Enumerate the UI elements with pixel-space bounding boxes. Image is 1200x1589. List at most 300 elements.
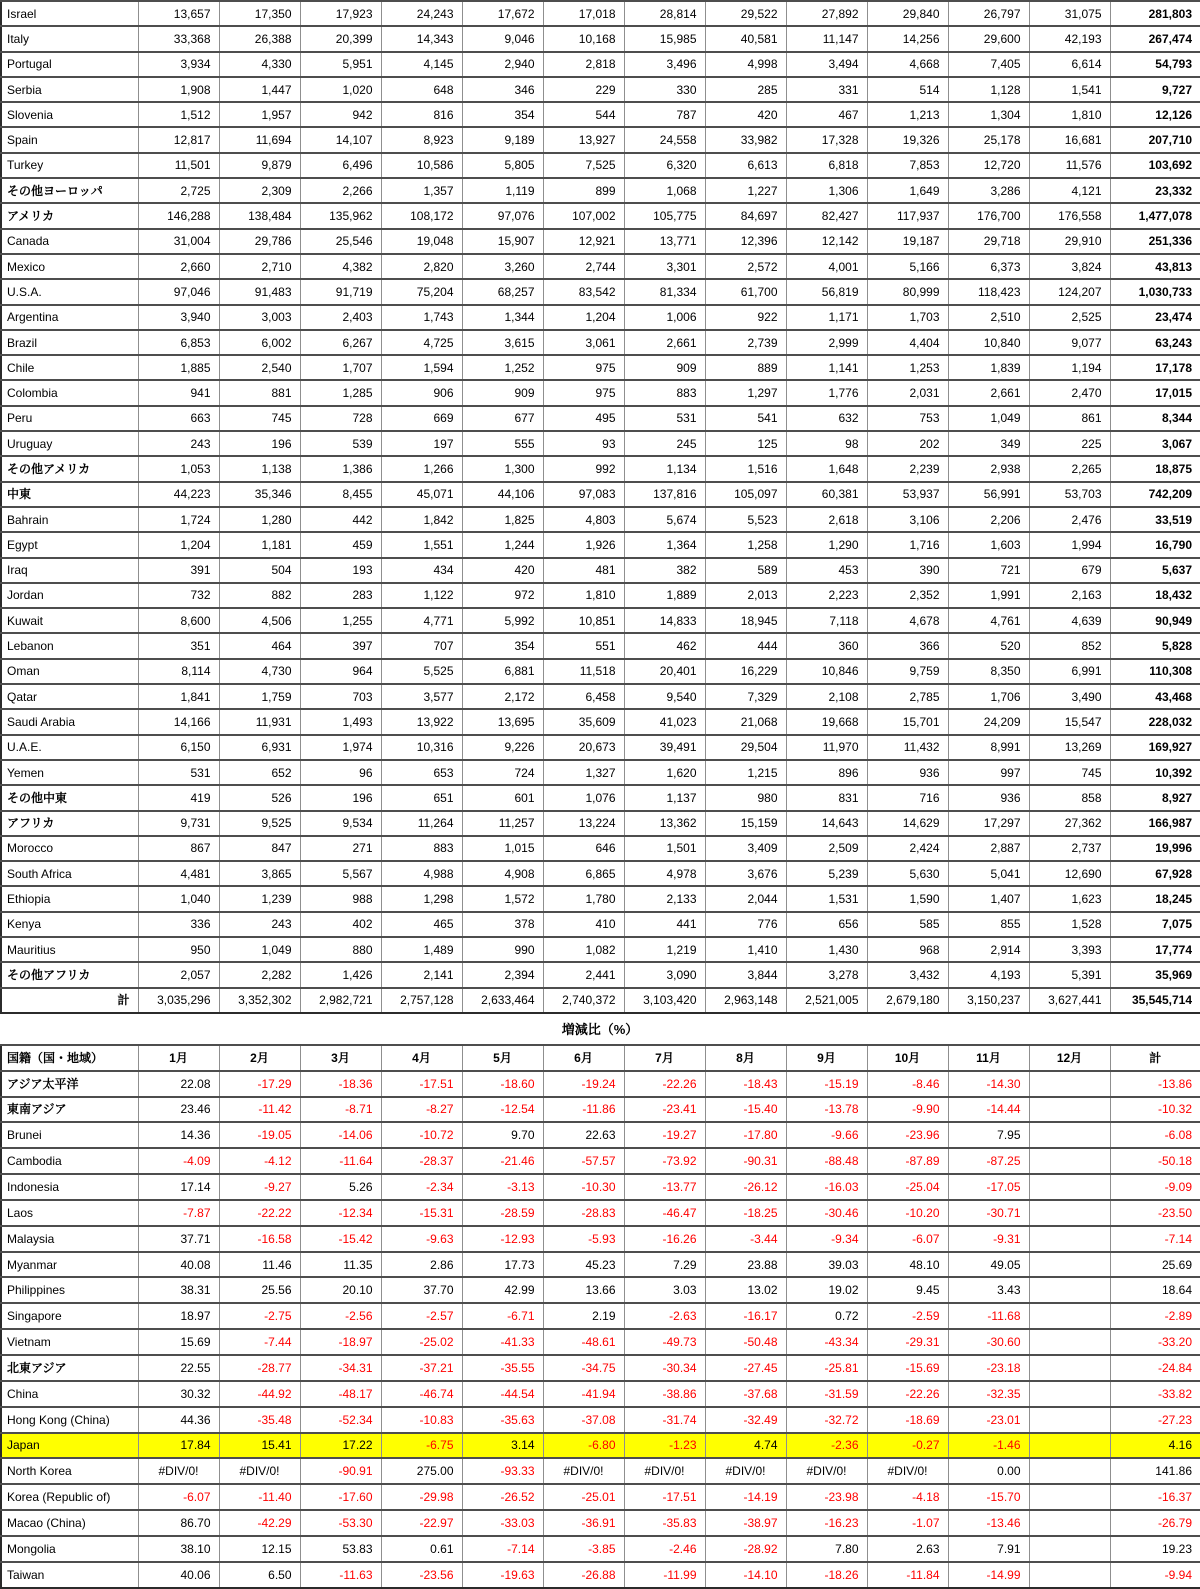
table-cell: 29,600 [948, 26, 1029, 51]
table-cell: 378 [462, 912, 543, 937]
table-cell: -18.69 [867, 1407, 948, 1433]
table-cell [1029, 1200, 1110, 1226]
table-cell: 63,243 [1110, 330, 1200, 355]
table-cell: 541 [705, 406, 786, 431]
table-row [1, 279, 1200, 304]
table-cell: -32.49 [705, 1407, 786, 1433]
table-cell: 243 [219, 912, 300, 937]
table-cell: 4,803 [543, 507, 624, 532]
table-cell: 2,818 [543, 52, 624, 77]
table-cell: -6.07 [867, 1226, 948, 1252]
table-cell: 15,547 [1029, 709, 1110, 734]
table-cell: 882 [219, 583, 300, 608]
column-header: 10月 [867, 1045, 948, 1071]
table-cell: 745 [219, 406, 300, 431]
row-label: Spain [1, 127, 138, 152]
table-cell: 68,257 [462, 279, 543, 304]
table-cell: 5,166 [867, 254, 948, 279]
row-label: その他アメリカ [1, 456, 138, 481]
table-cell: 656 [786, 912, 867, 937]
table-cell: 15,907 [462, 229, 543, 254]
row-label: Kenya [1, 912, 138, 937]
table-cell: 2,785 [867, 684, 948, 709]
table-cell: 1,590 [867, 886, 948, 911]
table-row [1, 988, 1200, 1013]
table-cell: 7,329 [705, 684, 786, 709]
table-cell: -2.34 [381, 1174, 462, 1200]
table-row [1, 1355, 1200, 1381]
table-cell: -3.44 [705, 1226, 786, 1252]
change-rate-header [1, 1045, 1200, 1071]
table-cell: -25.02 [381, 1329, 462, 1355]
table-cell: 105,097 [705, 482, 786, 507]
table-cell: 753 [867, 406, 948, 431]
table-cell: 968 [867, 937, 948, 962]
row-label: Korea (Republic of) [1, 1484, 138, 1510]
table-cell: -90.91 [300, 1458, 381, 1484]
table-cell: -26.79 [1110, 1510, 1200, 1536]
table-cell: 1,253 [867, 355, 948, 380]
table-cell: 9,525 [219, 811, 300, 836]
table-cell: -21.46 [462, 1148, 543, 1174]
table-cell: -30.71 [948, 1200, 1029, 1226]
table-cell: 336 [138, 912, 219, 937]
table-row [1, 760, 1200, 785]
table-cell: 551 [543, 633, 624, 658]
table-cell: 1,300 [462, 456, 543, 481]
table-cell: -43.34 [786, 1329, 867, 1355]
row-label: Uruguay [1, 431, 138, 456]
table-cell: 1,885 [138, 355, 219, 380]
table-cell: 285 [705, 77, 786, 102]
table-cell: 97,046 [138, 279, 219, 304]
table-cell: 45.23 [543, 1252, 624, 1278]
table-cell: 1,219 [624, 937, 705, 962]
table-cell: 1,512 [138, 102, 219, 127]
table-cell: 1,477,078 [1110, 203, 1200, 228]
table-cell: 330 [624, 77, 705, 102]
table-cell: 91,719 [300, 279, 381, 304]
table-row [1, 305, 1200, 330]
table-cell: 33,368 [138, 26, 219, 51]
table-cell: -29.31 [867, 1329, 948, 1355]
table-cell: 975 [543, 355, 624, 380]
table-cell: 243 [138, 431, 219, 456]
table-cell: 283 [300, 583, 381, 608]
table-cell: -26.52 [462, 1484, 543, 1510]
table-cell: -53.30 [300, 1510, 381, 1536]
table-cell: 11,970 [786, 735, 867, 760]
table-cell: 1,551 [381, 532, 462, 557]
table-cell: 2,914 [948, 937, 1029, 962]
column-header: 8月 [705, 1045, 786, 1071]
row-label: アジア太平洋 [1, 1071, 138, 1097]
table-cell: 29,840 [867, 1, 948, 26]
table-cell: 6,267 [300, 330, 381, 355]
table-cell: 23,332 [1110, 178, 1200, 203]
table-cell: 2,820 [381, 254, 462, 279]
row-label: Laos [1, 1200, 138, 1226]
table-row [1, 1226, 1200, 1252]
table-cell: 351 [138, 633, 219, 658]
header-row [1, 1045, 1200, 1071]
row-label: Argentina [1, 305, 138, 330]
table-cell: 13,269 [1029, 735, 1110, 760]
table-cell: -18.25 [705, 1200, 786, 1226]
column-header: 国籍（国・地域） [1, 1045, 138, 1071]
table-cell: -7.87 [138, 1200, 219, 1226]
table-cell: 75,204 [381, 279, 462, 304]
table-cell: -4.09 [138, 1148, 219, 1174]
table-cell: 3.43 [948, 1277, 1029, 1303]
table-cell: -46.47 [624, 1200, 705, 1226]
table-cell: 906 [381, 380, 462, 405]
table-cell: 1,410 [705, 937, 786, 962]
row-label: Canada [1, 229, 138, 254]
table-cell [1029, 1303, 1110, 1329]
table-row [1, 532, 1200, 557]
table-cell: 23.88 [705, 1252, 786, 1278]
table-cell: 366 [867, 633, 948, 658]
table-cell: 941 [138, 380, 219, 405]
table-cell: -13.86 [1110, 1071, 1200, 1097]
table-cell: 14,166 [138, 709, 219, 734]
table-cell: 29,718 [948, 229, 1029, 254]
table-cell: 1,407 [948, 886, 1029, 911]
table-cell: 16,681 [1029, 127, 1110, 152]
table-cell: 19,187 [867, 229, 948, 254]
table-cell: -10.72 [381, 1122, 462, 1148]
table-cell: #DIV/0! [867, 1458, 948, 1484]
table-cell: 193 [300, 558, 381, 583]
table-cell: 646 [543, 836, 624, 861]
table-cell: 22.55 [138, 1355, 219, 1381]
table-cell: 2,403 [300, 305, 381, 330]
table-cell: 9,727 [1110, 77, 1200, 102]
table-cell: -15.42 [300, 1226, 381, 1252]
table-cell: 2,940 [462, 52, 543, 77]
table-cell: 90,949 [1110, 608, 1200, 633]
table-cell: -26.88 [543, 1562, 624, 1588]
table-cell: 3,940 [138, 305, 219, 330]
table-cell: 13,224 [543, 811, 624, 836]
table-cell: 5,041 [948, 861, 1029, 886]
table-cell: 936 [948, 785, 1029, 810]
table-cell: 652 [219, 760, 300, 785]
table-cell: 13,771 [624, 229, 705, 254]
table-cell: 19,996 [1110, 836, 1200, 861]
table-cell: 2,618 [786, 507, 867, 532]
table-cell: -35.55 [462, 1355, 543, 1381]
table-cell: 6,614 [1029, 52, 1110, 77]
table-cell: -10.32 [1110, 1097, 1200, 1123]
row-label: 中東 [1, 482, 138, 507]
table-cell: 9.70 [462, 1122, 543, 1148]
row-label: U.S.A. [1, 279, 138, 304]
table-cell: 816 [381, 102, 462, 127]
table-cell: 5.26 [300, 1174, 381, 1200]
table-cell: 23,474 [1110, 305, 1200, 330]
table-cell: 391 [138, 558, 219, 583]
table-cell: 14,343 [381, 26, 462, 51]
table-cell: 9.45 [867, 1277, 948, 1303]
table-cell: 2,887 [948, 836, 1029, 861]
table-cell: 2,633,464 [462, 988, 543, 1013]
table-cell: -23.96 [867, 1122, 948, 1148]
table-cell: -41.33 [462, 1329, 543, 1355]
table-cell: 8,350 [948, 659, 1029, 684]
table-cell: 909 [462, 380, 543, 405]
table-cell: 2,572 [705, 254, 786, 279]
table-cell: -11.64 [300, 1148, 381, 1174]
table-cell: 1,227 [705, 178, 786, 203]
table-cell: -35.83 [624, 1510, 705, 1536]
table-cell: 444 [705, 633, 786, 658]
row-label: U.A.E. [1, 735, 138, 760]
table-row [1, 861, 1200, 886]
table-cell: -15.69 [867, 1355, 948, 1381]
table-cell: -15.31 [381, 1200, 462, 1226]
table-cell [1029, 1174, 1110, 1200]
table-cell: 1,082 [543, 937, 624, 962]
table-cell: 93 [543, 431, 624, 456]
table-cell: 1,128 [948, 77, 1029, 102]
table-cell: 118,423 [948, 279, 1029, 304]
table-cell: 2,352 [867, 583, 948, 608]
table-cell: 648 [381, 77, 462, 102]
table-cell: 7,853 [867, 153, 948, 178]
table-row [1, 1148, 1200, 1174]
table-cell: 3,301 [624, 254, 705, 279]
table-cell: -49.73 [624, 1329, 705, 1355]
table-cell: 4,382 [300, 254, 381, 279]
table-cell: -42.29 [219, 1510, 300, 1536]
table-cell: 2,223 [786, 583, 867, 608]
table-cell: 26,797 [948, 1, 1029, 26]
table-cell: -7.44 [219, 1329, 300, 1355]
table-cell: -25.81 [786, 1355, 867, 1381]
table-cell: #DIV/0! [219, 1458, 300, 1484]
table-cell: 8,344 [1110, 406, 1200, 431]
table-cell: 9,731 [138, 811, 219, 836]
table-cell: 382 [624, 558, 705, 583]
table-cell: 1,122 [381, 583, 462, 608]
table-cell: -16.37 [1110, 1484, 1200, 1510]
table-cell: -10.83 [381, 1407, 462, 1433]
table-cell: 495 [543, 406, 624, 431]
table-cell: -23.18 [948, 1355, 1029, 1381]
table-cell: 8,114 [138, 659, 219, 684]
table-cell: 4,193 [948, 962, 1029, 987]
table-cell: 4,330 [219, 52, 300, 77]
table-cell: -18.97 [300, 1329, 381, 1355]
table-cell: 24,209 [948, 709, 1029, 734]
table-cell: -11.63 [300, 1562, 381, 1588]
table-cell: 207,710 [1110, 127, 1200, 152]
table-cell: 17,015 [1110, 380, 1200, 405]
table-row [1, 962, 1200, 987]
table-cell: 1,297 [705, 380, 786, 405]
table-cell: 420 [705, 102, 786, 127]
table-cell: 53,703 [1029, 482, 1110, 507]
table-cell [1029, 1407, 1110, 1433]
table-cell: 531 [624, 406, 705, 431]
table-cell: 1,134 [624, 456, 705, 481]
table-cell: 3,676 [705, 861, 786, 886]
table-row [1, 127, 1200, 152]
column-header: 11月 [948, 1045, 1029, 1071]
table-cell: 2,740,372 [543, 988, 624, 1013]
table-row [1, 709, 1200, 734]
table-cell: 520 [948, 633, 1029, 658]
row-label: Mauritius [1, 937, 138, 962]
column-header: 12月 [1029, 1045, 1110, 1071]
table-cell: 1,926 [543, 532, 624, 557]
table-cell: -38.97 [705, 1510, 786, 1536]
table-cell: -17.51 [381, 1071, 462, 1097]
table-cell: 1,430 [786, 937, 867, 962]
row-label: Philippines [1, 1277, 138, 1303]
table-cell: 12,720 [948, 153, 1029, 178]
row-label: Taiwan [1, 1562, 138, 1588]
row-label: Malaysia [1, 1226, 138, 1252]
table-cell: 6,991 [1029, 659, 1110, 684]
table-cell: 3,150,237 [948, 988, 1029, 1013]
table-cell: -33.20 [1110, 1329, 1200, 1355]
row-label: Brazil [1, 330, 138, 355]
table-cell: 60,381 [786, 482, 867, 507]
table-row [1, 1122, 1200, 1148]
table-row [1, 1303, 1200, 1329]
table-cell: 22.08 [138, 1071, 219, 1097]
table-cell [1029, 1536, 1110, 1562]
table-cell: -31.59 [786, 1381, 867, 1407]
table-cell: 1,707 [300, 355, 381, 380]
table-cell: 9,189 [462, 127, 543, 152]
table-cell: 11.35 [300, 1252, 381, 1278]
table-cell: 11.46 [219, 1252, 300, 1278]
table-cell: -25.04 [867, 1174, 948, 1200]
table-cell: 6,373 [948, 254, 1029, 279]
table-cell: 1,493 [300, 709, 381, 734]
table-cell: 9,226 [462, 735, 543, 760]
row-label: その他中東 [1, 785, 138, 810]
table-cell: 1,266 [381, 456, 462, 481]
table-row [1, 659, 1200, 684]
row-label: Turkey [1, 153, 138, 178]
row-label: Bahrain [1, 507, 138, 532]
table-cell: 896 [786, 760, 867, 785]
table-cell: 1,181 [219, 532, 300, 557]
table-cell: 138,484 [219, 203, 300, 228]
table-cell: 28,814 [624, 1, 705, 26]
table-cell: 267,474 [1110, 26, 1200, 51]
table-cell: -15.70 [948, 1484, 1029, 1510]
row-label: Japan [1, 1433, 138, 1459]
table-cell: -22.26 [867, 1381, 948, 1407]
table-cell: 354 [462, 633, 543, 658]
table-row [1, 482, 1200, 507]
table-row [1, 1, 1200, 26]
table-cell: 1,994 [1029, 532, 1110, 557]
table-cell: 96 [300, 760, 381, 785]
table-cell: 56,819 [786, 279, 867, 304]
table-cell: 25.69 [1110, 1252, 1200, 1278]
table-cell: -1.23 [624, 1433, 705, 1459]
table-cell: 3,035,296 [138, 988, 219, 1013]
table-cell: 4,668 [867, 52, 948, 77]
table-cell: 9,759 [867, 659, 948, 684]
table-row [1, 355, 1200, 380]
table-row [1, 608, 1200, 633]
table-cell: -9.09 [1110, 1174, 1200, 1200]
table-row [1, 456, 1200, 481]
table-cell: 4,908 [462, 861, 543, 886]
table-cell: 15,985 [624, 26, 705, 51]
table-cell: 1,716 [867, 532, 948, 557]
table-cell: 434 [381, 558, 462, 583]
row-label: Ethiopia [1, 886, 138, 911]
row-label: その他ヨーロッパ [1, 178, 138, 203]
table-cell: 964 [300, 659, 381, 684]
table-cell: 43,813 [1110, 254, 1200, 279]
table-cell: -33.03 [462, 1510, 543, 1536]
row-label: Indonesia [1, 1174, 138, 1200]
table-cell: -23.01 [948, 1407, 1029, 1433]
row-label: Yemen [1, 760, 138, 785]
table-cell: -16.23 [786, 1510, 867, 1536]
table-cell: -17.29 [219, 1071, 300, 1097]
table-cell: 1,141 [786, 355, 867, 380]
table-cell: 1,594 [381, 355, 462, 380]
row-label: Macao (China) [1, 1510, 138, 1536]
table-cell: 17,328 [786, 127, 867, 152]
table-cell: 103,692 [1110, 153, 1200, 178]
table-cell: 331 [786, 77, 867, 102]
table-row [1, 1329, 1200, 1355]
table-cell: 3.03 [624, 1277, 705, 1303]
table-row [1, 684, 1200, 709]
table-cell: 2,710 [219, 254, 300, 279]
table-cell: 11,257 [462, 811, 543, 836]
row-label: 計 [1, 988, 138, 1013]
row-label: Portugal [1, 52, 138, 77]
table-cell: -34.31 [300, 1355, 381, 1381]
column-header: 9月 [786, 1045, 867, 1071]
table-cell: 2,031 [867, 380, 948, 405]
table-cell: -32.72 [786, 1407, 867, 1433]
table-cell: 12,396 [705, 229, 786, 254]
table-cell: 38.31 [138, 1277, 219, 1303]
table-cell: 82,427 [786, 203, 867, 228]
table-cell: 1,255 [300, 608, 381, 633]
table-cell [1029, 1226, 1110, 1252]
table-cell: 18,875 [1110, 456, 1200, 481]
table-cell: 1,724 [138, 507, 219, 532]
table-cell: 11,432 [867, 735, 948, 760]
table-cell: -16.03 [786, 1174, 867, 1200]
column-header: 計 [1110, 1045, 1200, 1071]
table-cell: 992 [543, 456, 624, 481]
table-cell: -2.89 [1110, 1303, 1200, 1329]
table-cell: 10,846 [786, 659, 867, 684]
table-cell: -17.05 [948, 1174, 1029, 1200]
table-cell: 2,265 [1029, 456, 1110, 481]
row-label: Chile [1, 355, 138, 380]
table-cell: -14.44 [948, 1097, 1029, 1123]
table-cell: 14,256 [867, 26, 948, 51]
table-cell: 19.02 [786, 1277, 867, 1303]
